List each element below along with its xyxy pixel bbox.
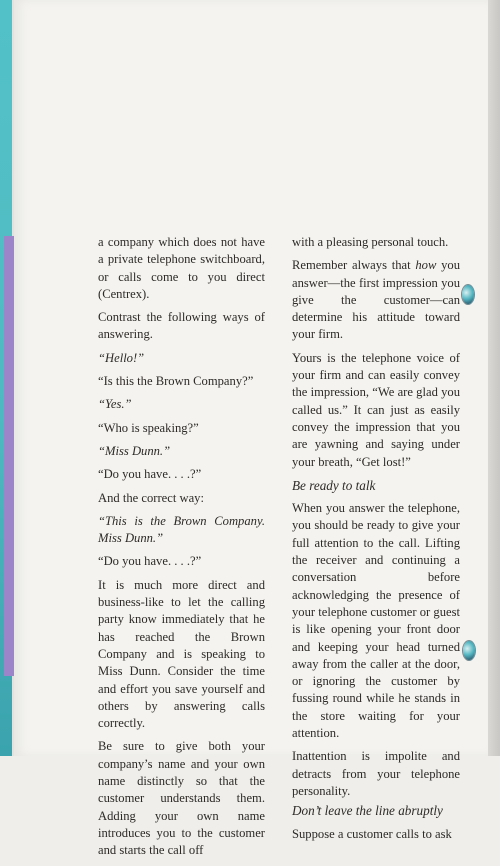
section-heading-be-ready: Be ready to talk — [292, 477, 376, 493]
dialog-line-7: “This is the Brown Company. Miss Dunn.” — [98, 513, 265, 546]
right-paragraph-6: Suppose a customer calls to ask — [292, 826, 452, 841]
dialog-line-8: “Do you have. . . .?” — [98, 554, 202, 569]
left-paragraph-3: And the correct way: — [98, 490, 204, 505]
left-paragraph-1: a company which does not have a private telephone switchboard, or calls come to you direct (Centrex). — [98, 235, 265, 301]
dialog-line-2: “Is this the Brown Company?” — [98, 374, 254, 389]
dialog-line-4: “Who is speaking?” — [98, 420, 199, 435]
right-paragraph-4: When you answer the telephone, you should be ready to give your full attention to the call. Lifting the receiver and continuing a conversation before acknowledging the presence of your telephone customer or guest is like opening your front door and keeping your head turned away from the caller at the door, or ignoring the customer by fussing round while he stands in the store waiting for your attention. — [292, 501, 460, 741]
left-paragraph-4: It is much more direct and business-like to let the calling party know immediately that he has reached the Brown Company and is speaking to Miss Dunn. Consider the time and effort you save yourself and others by answering calls correctly. — [98, 577, 265, 731]
left-paragraph-2: Contrast the following ways of answering. — [98, 310, 265, 342]
right-paragraph-5: Inattention is impolite and detracts from your telephone personality. — [292, 749, 460, 798]
right-paragraph-1: with a pleasing personal touch. — [292, 235, 449, 249]
right-paragraph-3: Yours is the telephone voice of your firm and can easily convey the impression, “We are glad you called us.” It can just as easily convey the impression that you are yawning and saying under your breath, “Get lost!” — [292, 350, 460, 469]
section-heading-dont-leave: Don’t leave the line abruptly — [292, 803, 443, 819]
page-marker-dot-icon — [462, 285, 474, 304]
dialog-line-6: “Do you have. . . .?” — [98, 467, 202, 482]
page-right-edge — [488, 0, 500, 756]
right-paragraph-2: Remember always that how you answer—the first impression you give the customer—can determine his attitude toward your firm. — [292, 258, 460, 342]
dialog-line-3: “Yes.” — [98, 397, 132, 412]
page-marker-dot-icon — [463, 641, 475, 660]
left-paragraph-5: Be sure to give both your company’s name and your own name distinctly so that the customer understands them. Adding your own name introduces you to the customer and starts the call off — [98, 739, 265, 858]
left-column — [98, 234, 265, 866]
dialog-line-1: “Hello!” — [98, 350, 145, 365]
right-column — [292, 234, 460, 849]
dialog-line-5: “Miss Dunn.” — [98, 443, 171, 458]
